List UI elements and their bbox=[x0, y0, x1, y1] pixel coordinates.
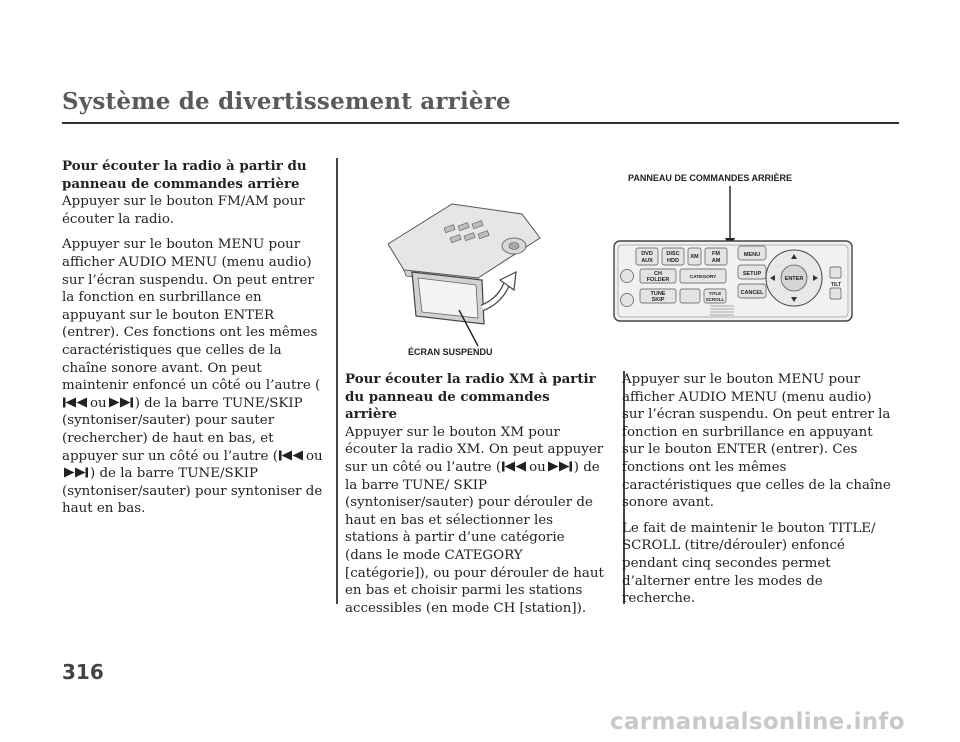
skip-forward-icon bbox=[107, 397, 135, 408]
text-or: ou bbox=[305, 448, 323, 464]
text-segment: ) de la barre TUNE/SKIP (syntoniser/sauter) pour sauter (rechercher) de haut en bas, et appuyer sur un côté ou l’autre ( bbox=[62, 395, 303, 464]
page-title: Système de divertissement arrière bbox=[62, 88, 511, 115]
section-heading-radio: Pour écouter la radio à partir du panneau de commandes arrière bbox=[62, 158, 307, 192]
fm-label: FM bbox=[712, 251, 720, 257]
column-right bbox=[622, 371, 897, 616]
skip-forward-icon bbox=[62, 467, 90, 478]
skip-back-icon bbox=[501, 461, 529, 472]
text-segment: ) de la barre TUNE/ SKIP (syntoniser/sauter) pour dérouler de haut en bas et sélectionner les stations à partir d’une catégorie (dans le mode CATEGORY [catégorie]), ou pour dérouler de haut en bas et choisir parmi les stations accessibles (en mode CH [station]). bbox=[345, 459, 604, 616]
xm-label: XM bbox=[690, 254, 699, 260]
text-segment: ) de la barre TUNE/SKIP (syntoniser/sauter) pour syntoniser de haut en bas. bbox=[62, 466, 323, 517]
paragraph-menu-xm: Appuyer sur le bouton MENU pour afficher AUDIO MENU (menu audio) sur l’écran suspendu. On peut entrer la fonction en surbrillance en appuyant sur le bouton ENTER (entrer). Ces fonctions ont les mêmes caractéristiques que celles de la chaîne sonore avant. bbox=[622, 372, 891, 511]
tilt-label: TILT bbox=[830, 282, 842, 288]
skip-forward-icon bbox=[546, 461, 574, 472]
column-divider bbox=[336, 158, 338, 604]
skip-back-icon bbox=[62, 397, 90, 408]
paragraph-intro bbox=[62, 158, 328, 228]
illustration-svg bbox=[360, 168, 880, 358]
paragraph-fm-am: Appuyer sur le bouton FM/AM pour écouter la radio. bbox=[62, 194, 305, 227]
label-screen: ÉCRAN SUSPENDU bbox=[408, 347, 493, 357]
page-number: 316 bbox=[62, 660, 104, 684]
column-left bbox=[62, 158, 328, 526]
disc-label: DISC bbox=[666, 251, 680, 257]
title-label: TITLE bbox=[708, 291, 722, 296]
text-or: ou bbox=[90, 395, 107, 411]
paragraph-title-scroll: Le fait de maintenir le bouton TITLE/ SCROLL (titre/dérouler) enfoncé pendant cinq secondes permet d’alterner entre les modes de recherche. bbox=[622, 520, 876, 607]
folder-label: FOLDER bbox=[646, 277, 670, 283]
menu-label: MENU bbox=[743, 252, 761, 258]
skip-back-icon bbox=[278, 450, 306, 461]
text-segment: Appuyer sur le bouton XM pour écouter la radio XM. On peut appuyer sur un côté ou l’autre ( bbox=[345, 424, 604, 475]
text-segment: Appuyer sur le bouton MENU pour afficher AUDIO MENU (menu audio) sur l’écran suspendu. On peut entrer la fonction en surbrillance en appuyant sur le bouton ENTER (entrer). Ces fonctions ont les mêmes caractéristiques que celles de la chaîne sonore avant. On peut maintenir enfoncé un côté ou l’autre ( bbox=[62, 237, 321, 394]
cancel-label: CANCEL bbox=[740, 290, 764, 296]
header-rule bbox=[62, 122, 899, 124]
category-label: CATEGORY bbox=[689, 275, 717, 280]
paragraph-menu bbox=[62, 236, 328, 518]
scroll-label: SCROLL bbox=[705, 297, 725, 302]
label-panel: PANNEAU DE COMMANDES ARRIÈRE bbox=[628, 173, 793, 183]
paragraph-xm bbox=[345, 424, 605, 618]
aux-label: AUX bbox=[641, 258, 653, 264]
skip-label: SKIP bbox=[651, 297, 665, 303]
column-middle bbox=[345, 371, 605, 625]
text-or: ou bbox=[529, 459, 546, 475]
setup-label: SETUP bbox=[742, 271, 762, 277]
enter-label: ENTER bbox=[784, 276, 804, 282]
watermark: carmanualsonline.info bbox=[610, 709, 905, 735]
tune-label: TUNE bbox=[650, 291, 666, 297]
section-heading-xm: Pour écouter la radio XM à partir du panneau de commandes arrière bbox=[345, 371, 596, 423]
hdd-label: HDD bbox=[667, 258, 679, 264]
ch-label: CH bbox=[654, 271, 662, 277]
am-label: AM bbox=[711, 258, 721, 264]
dvd-label: DVD bbox=[641, 251, 653, 257]
rear-entertainment-illustration bbox=[360, 168, 880, 358]
